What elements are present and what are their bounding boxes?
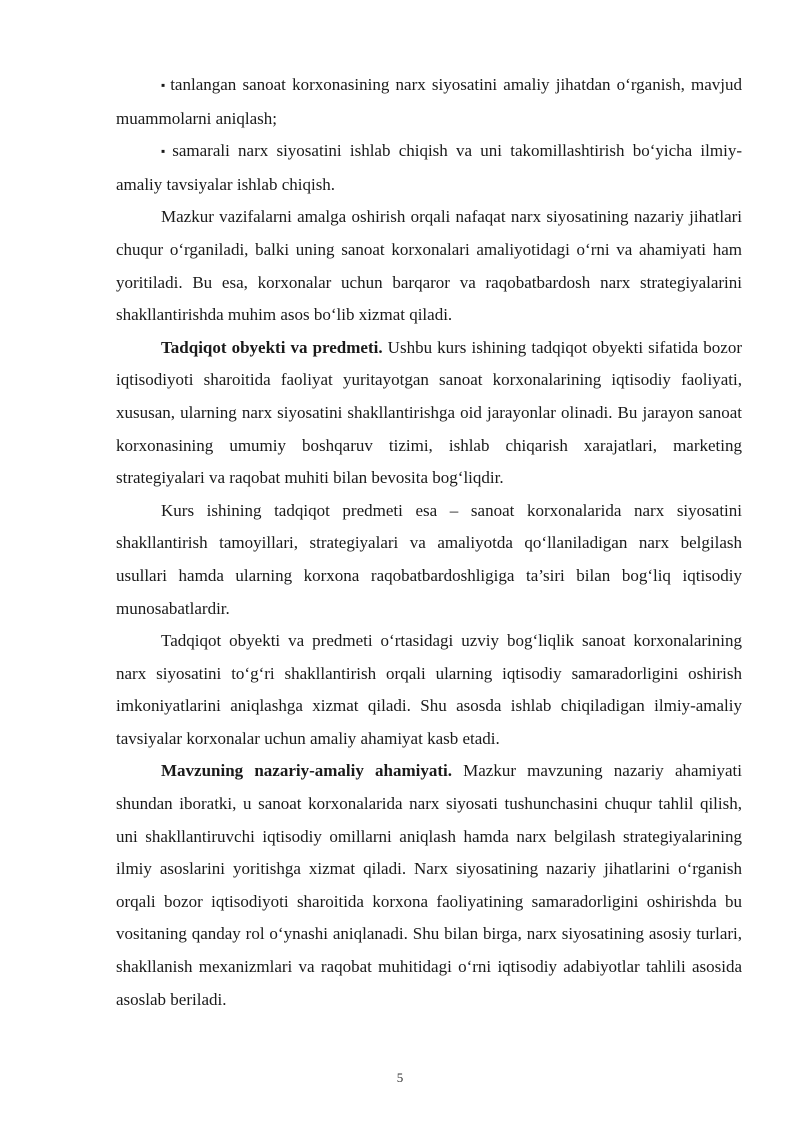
- bullet-item: ▪ samarali narx siyosatini ishlab chiqish va uni takomillashtirish bo‘yicha ilmiy-amaliy tavsiyalar ishlab chiqish.: [116, 135, 742, 201]
- paragraph-text: Mazkur vazifalarni amalga oshirish orqali nafaqat narx siyosatining nazariy jihatlari chuqur o‘rganiladi, balki uning sanoat korxonalari amaliyotidagi o‘rni va ahamiyati ham yoritiladi. Bu esa, korxonalar uchun barqaror va raqobatbardosh narx strategiyalarini shakllantirishda muhim asos bo‘lib xizmat qiladi.: [116, 207, 742, 325]
- paragraph-text: Kurs ishining tadqiqot predmeti esa – sanoat korxonalarida narx siyosatini shakllantirish tamoyillari, strategiyalari va amaliyotda qo‘llaniladigan narx belgilash usullari hamda ularning korxona raqobatbardoshligiga ta’siri bilan bog‘liq iqtisodiy munosabatlardir.: [116, 500, 742, 618]
- bullet-item: ▪ tanlangan sanoat korxonasining narx siyosatini amaliy jihatdan o‘rganish, mavjud muammolarni aniqlash;: [116, 69, 742, 135]
- page-number: 5: [396, 1070, 404, 1085]
- paragraph-text: Mazkur mavzuning nazariy ahamiyati shundan iboratki, u sanoat korxonalarida narx siyosati tushunchasini chuqur tahlil qilish, uni shakllantiruvchi iqtisodiy omillarni aniqlash hamda narx belgilash strategiyalarining ilmiy asoslarini yoritishga xizmat qiladi. Narx siyosatining nazariy jihatlarini o‘rganish orqali bozor iqtisodiyoti sharoitida korxona faoliyatining samaradorligini oshirishda bu vositaning qanday rol o‘ynashi aniqlanadi. Shu bilan birga, narx siyosatining asosiy turlari, shakllanish mexanizmlari va raqobat muhitidagi o‘rni iqtisodiy adabiyotlar tahlili asosida asoslab beriladi.: [116, 761, 742, 1009]
- paragraph: [116, 495, 742, 625]
- paragraph: [116, 201, 742, 331]
- paragraph: [116, 625, 742, 755]
- paragraph: [116, 755, 742, 1016]
- paragraph-heading: Mavzuning nazariy-amaliy ahamiyati.: [161, 761, 452, 781]
- paragraph-heading: Tadqiqot obyekti va predmeti.: [161, 337, 383, 357]
- paragraph-text: Ushbu kurs ishining tadqiqot obyekti sifatida bozor iqtisodiyoti sharoitida faoliyat yuritayotgan sanoat korxonalarining iqtisodiy faoliyati, xususan, ularning narx siyosatini shakllantirishga oid jarayonlar olinadi. Bu jarayon sanoat korxonasining umumiy boshqaruv tizimi, ishlab chiqarish xarajatlari, marketing strategiyalari va raqobat muhiti bilan bevosita bog‘liqdir.: [116, 337, 742, 488]
- page-content: [116, 69, 742, 1016]
- paragraph-text: Tadqiqot obyekti va predmeti o‘rtasidagi uzviy bog‘liqlik sanoat korxonalarining narx siyosatini to‘g‘ri shakllantirish orqali ularning iqtisodiy samaradorligini oshirish imkoniyatlarini aniqlashga xizmat qiladi. Shu asosda ishlab chiqiladigan ilmiy-amaliy tavsiyalar korxonalar uchun amaliy ahamiyat kasb etadi.: [116, 631, 742, 748]
- paragraph: [116, 332, 742, 495]
